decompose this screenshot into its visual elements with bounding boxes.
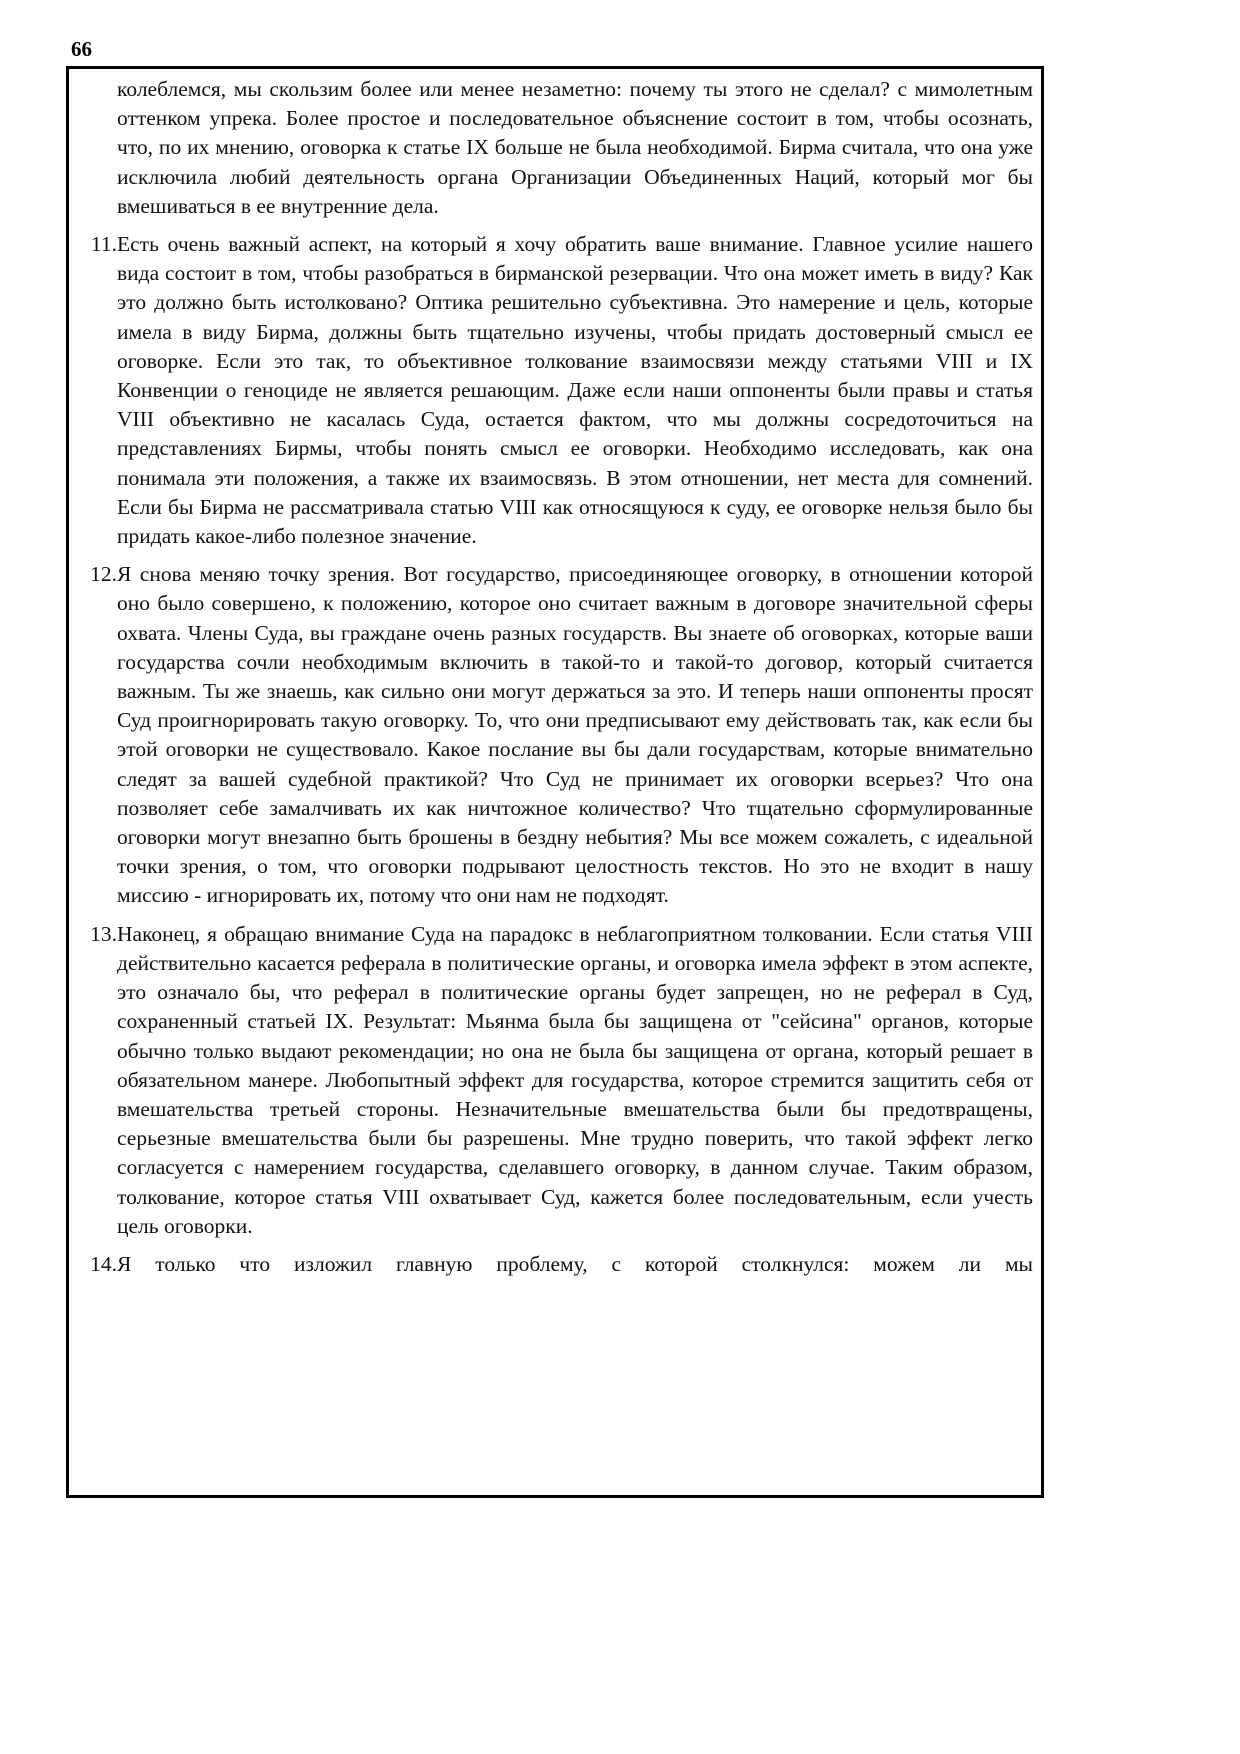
paragraph-number: 11.: [90, 232, 117, 257]
paragraph-11: [77, 230, 1033, 551]
paragraph-text: колеблемся, мы скользим более или менее незаметно: почему ты этого не сделал? с мимолетным оттенком упрека. Более простое и последовательное объяснение состоит в том, чтобы осознать, что, по их мнению, оговорка к статье IX больше не была необходимой. Бирма считала, что она уже исключила любий деятельность органа Организации Объединенных Наций, который мог бы вмешиваться в ее внутренние дела.: [117, 77, 1033, 218]
paragraph-14: [77, 1250, 1033, 1279]
paragraph-number: 12.: [90, 562, 117, 587]
page-number: 66: [71, 37, 92, 61]
paragraph-number: 13.: [90, 921, 117, 946]
paragraph-text: Есть очень важный аспект, на который я хочу обратить ваше внимание. Главное усилие нашего вида состоит в том, чтобы разобраться в бирманской резервации. Что она может иметь в виду? Как это должно быть истолковано? Оптика решительно субъективна. Это намерение и цель, которые имела в виду Бирма, должны быть тщательно изучены, чтобы придать достоверный смысл ее оговорке. Если это так, то объективное толкование взаимосвязи между статьями VIII и IX Конвенции о геноциде не является решающим. Даже если наши оппоненты были правы и статья VIII объективно не касалась Суда, остается фактом, что мы должны сосредоточиться на представлениях Бирмы, чтобы понять смысл ее оговорки. Необходимо исследовать, как она понимала эти положения, а также их взаимосвязь. В этом отношении, нет места для сомнений. Если бы Бирма не рассматривала статью VIII как относящуюся к суду, ее оговорке нельзя было бы придать какое-либо полезное значение.: [117, 232, 1033, 549]
paragraph-text: Я снова меняю точку зрения. Вот государство, присоединяющее оговорку, в отношении которой оно было совершено, к положению, которое оно считает важным в договоре значительной сферы охвата. Члены Суда, вы граждане очень разных государств. Вы знаете об оговорках, которые ваши государства сочли необходимым включить в такой-то и такой-то договор, который считается важным. Ты же знаешь, как сильно они могут держаться за это. И теперь наши оппоненты просят Суд проигнорировать такую оговорку. То, что они предписывают ему действовать так, как если бы этой оговорки не существовало. Какое послание вы бы дали государствам, которые внимательно следят за вашей судебной практикой? Что Суд не принимает их оговорки всерьез? Что она позволяет себе замалчивать их как ничтожное количество? Что тщательно сформулированные оговорки могут внезапно быть брошены в бездну небытия? Мы все можем сожалеть, с идеальной точки зрения, о том, что оговорки подрывают целостность текстов. Но это не входит в нашу миссию - игнорировать их, потому что они нам не подходят.: [117, 562, 1033, 908]
paragraph-continued: [77, 75, 1033, 221]
paragraph-13: [77, 920, 1033, 1241]
text-frame: [66, 66, 1044, 1498]
document-body: [77, 75, 1033, 1288]
paragraph-number: 14.: [90, 1251, 117, 1276]
paragraph-text: Я только что изложил главную проблему, с которой столкнулся: можем ли мы: [117, 1251, 1033, 1276]
paragraph-12: [77, 560, 1033, 910]
paragraph-text: Наконец, я обращаю внимание Суда на парадокс в неблагоприятном толковании. Если статья VIII действительно касается реферала в политические органы, и оговорка имела эффект в этом аспекте, это означало бы, что реферал в политические органы будет запрещен, но не реферал в Суд, сохраненный статьей IX. Результат: Мьянма была бы защищена от "сейсина" органов, которые обычно только выдают рекомендации; но она не была бы защищена от органа, который решает в обязательном манере. Любопытный эффект для государства, которое стремится защитить себя от вмешательства третьей стороны. Незначительные вмешательства были бы предотвращены, серьезные вмешательства были бы разрешены. Мне трудно поверить, что такой эффект легко согласуется с намерением государства, сделавшего оговорку, в данном случае. Таким образом, толкование, которое статья VIII охватывает Суд, кажется более последовательным, если учесть цель оговорки.: [117, 921, 1033, 1238]
